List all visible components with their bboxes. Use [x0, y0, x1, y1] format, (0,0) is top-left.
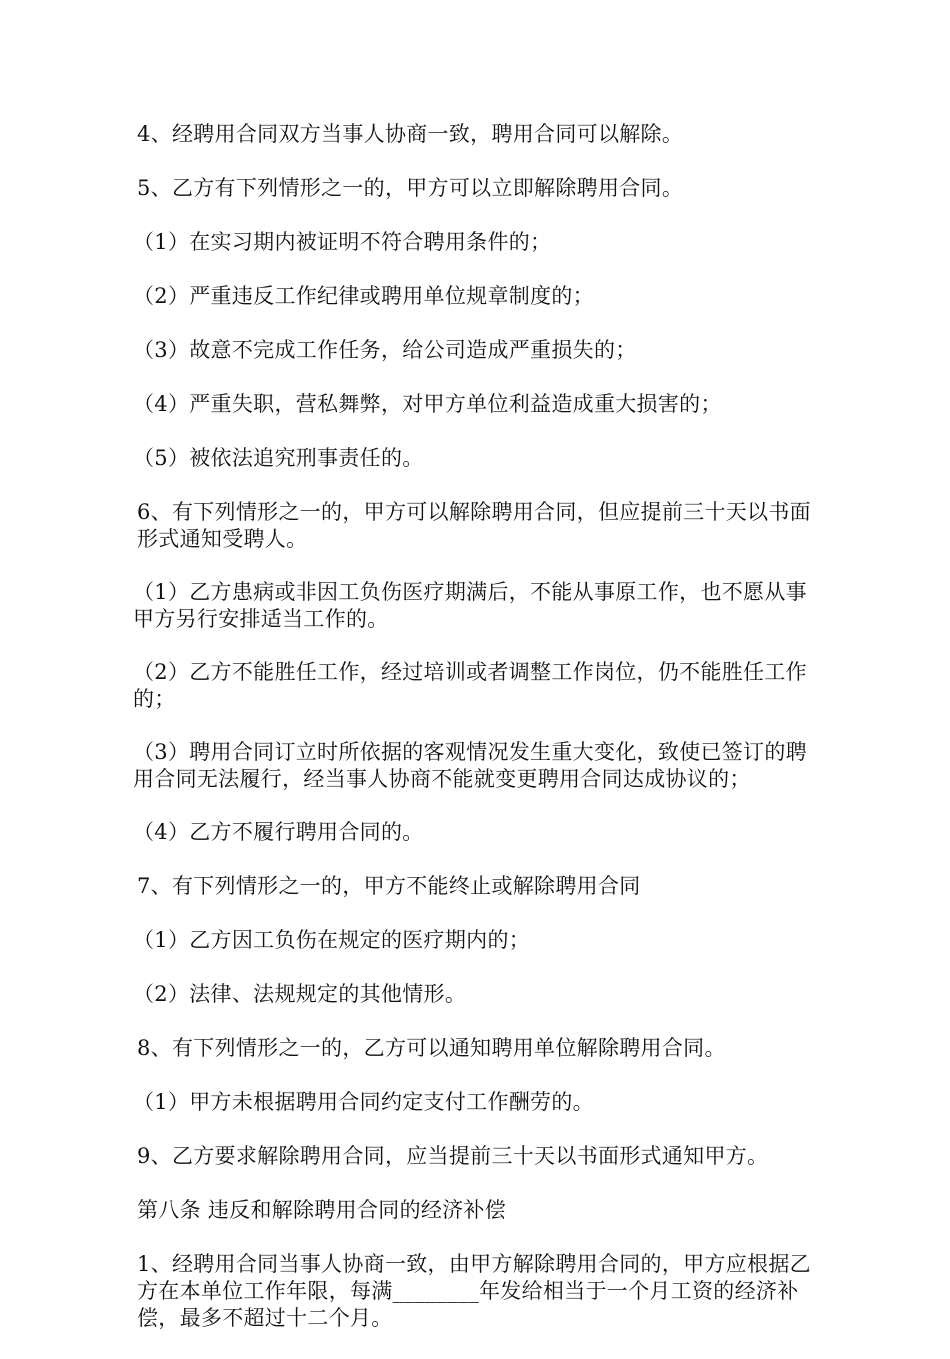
paragraph-clause-7: 7、有下列情形之一的，甲方不能终止或解除聘用合同 — [137, 874, 641, 898]
paragraph-clause-5-item-4: （4）严重失职，营私舞弊，对甲方单位利益造成重大损害的； — [133, 392, 722, 416]
paragraph-clause-5-item-2: （2）严重违反工作纪律或聘用单位规章制度的； — [133, 284, 594, 308]
document-page — [133, 121, 817, 1359]
paragraph-clause-6-item-4: （4）乙方不履行聘用合同的。 — [133, 820, 424, 844]
paragraph-clause-9: 9、乙方要求解除聘用合同，应当提前三十天以书面形式通知甲方。 — [137, 1144, 769, 1168]
paragraph-clause-8: 8、有下列情形之一的，乙方可以通知聘用单位解除聘用合同。 — [137, 1036, 726, 1060]
paragraph-clause-5-item-5: （5）被依法追究刑事责任的。 — [133, 446, 424, 470]
paragraph-clause-7-item-1: （1）乙方因工负伤在规定的医疗期内的； — [133, 928, 531, 952]
paragraph-clause-5-item-1: （1）在实习期内被证明不符合聘用条件的； — [133, 230, 552, 254]
paragraph-clause-7-item-2: （2）法律、法规规定的其他情形。 — [133, 982, 467, 1006]
paragraph-clause-5-item-3: （3）故意不完成工作任务，给公司造成严重损失的； — [133, 338, 637, 362]
paragraph-clause-6-item-1: （1）乙方患病或非因工负伤医疗期满后，不能从事原工作，也不愿从事甲方另行安排适当工作的。 — [133, 580, 807, 631]
paragraph-article-8-clause-1: 1、经聘用合同当事人协商一致，由甲方解除聘用合同的，甲方应根据乙方在本单位工作年限，每满________年发给相当于一个月工资的经济补偿，最多不超过十二个月。 — [137, 1252, 811, 1330]
paragraph-clause-6-item-3: （3）聘用合同订立时所依据的客观情况发生重大变化，致使已签订的聘用合同无法履行，经当事人协商不能就变更聘用合同达成协议的； — [133, 740, 807, 791]
paragraph-clause-4: 4、经聘用合同双方当事人协商一致，聘用合同可以解除。 — [137, 122, 684, 146]
paragraph-clause-6: 6、有下列情形之一的，甲方可以解除聘用合同，但应提前三十天以书面形式通知受聘人。 — [137, 500, 811, 551]
paragraph-clause-8-item-1: （1）甲方未根据聘用合同约定支付工作酬劳的。 — [133, 1090, 594, 1114]
section-heading-article-8: 第八条 违反和解除聘用合同的经济补偿 — [137, 1198, 507, 1222]
paragraph-clause-5: 5、乙方有下列情形之一的，甲方可以立即解除聘用合同。 — [137, 176, 684, 200]
paragraph-clause-6-item-2: （2）乙方不能胜任工作，经过培训或者调整工作岗位，仍不能胜任工作的； — [133, 660, 807, 711]
